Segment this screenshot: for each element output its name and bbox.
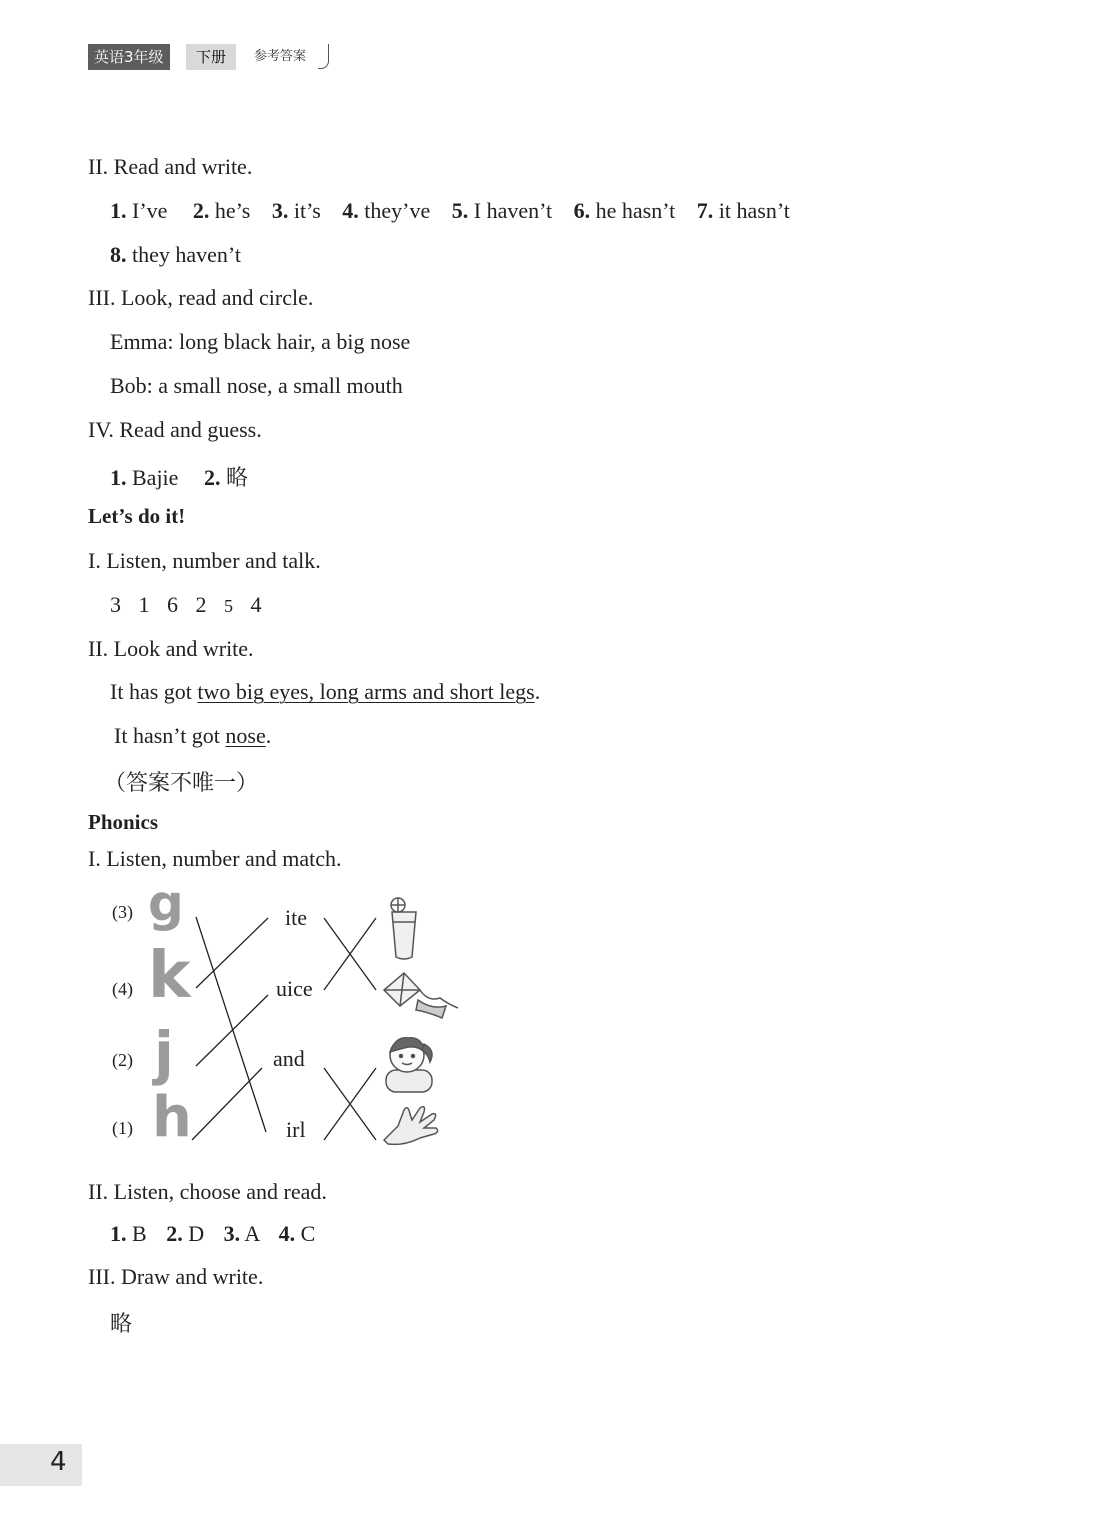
item-number: 6. xyxy=(573,198,591,223)
item-number: 2. xyxy=(203,465,221,490)
word-ending: uice xyxy=(276,976,313,1001)
answer-row xyxy=(110,1221,315,1247)
header-label: 参考答案 xyxy=(254,49,307,64)
answer-line: Bob: a small nose, a small mouth xyxy=(110,373,403,398)
sequence-number: 2 xyxy=(195,592,207,617)
sequence-number: 4 xyxy=(250,592,262,617)
item-answer: C xyxy=(300,1221,316,1246)
row-number: (4) xyxy=(112,979,133,999)
section-heading: I. Listen, number and talk. xyxy=(88,548,321,573)
sentence-suffix: . xyxy=(534,679,541,704)
section-heading: I. Listen, number and match. xyxy=(88,846,342,871)
item-answer: I’ve xyxy=(132,198,168,223)
item-number: 1. xyxy=(110,1221,127,1246)
section-heading: III. Draw and write. xyxy=(88,1264,264,1289)
sequence-number: 3 xyxy=(110,592,121,617)
item-answer: I haven’t xyxy=(473,198,553,223)
item-answer: he hasn’t xyxy=(595,198,676,223)
item-number: 2. xyxy=(166,1221,183,1246)
item-answer: B xyxy=(132,1221,147,1246)
underlined-answer: two big eyes, long arms and short legs xyxy=(197,679,535,704)
item-number: 1. xyxy=(110,465,127,490)
item-number: 4. xyxy=(278,1221,296,1246)
item-answer: A xyxy=(244,1221,260,1246)
item-number: 1. xyxy=(110,198,127,223)
sentence-suffix: . xyxy=(265,723,272,748)
item-answer: they’ve xyxy=(364,198,431,223)
item-number: 4. xyxy=(342,198,359,223)
item-number: 7. xyxy=(696,198,714,223)
kite-icon xyxy=(384,973,458,1018)
letter-h: h xyxy=(152,1085,192,1150)
header-subject-grade: 英语3年级 xyxy=(88,44,170,70)
item-answer: 略 xyxy=(225,465,248,490)
item-answer: he’s xyxy=(214,198,251,223)
item-answer: they haven’t xyxy=(132,242,241,267)
phonics-heading: Phonics xyxy=(88,810,159,834)
letter-j: j xyxy=(154,1019,174,1087)
word-ending: irl xyxy=(286,1117,306,1142)
row-number: (1) xyxy=(112,1118,133,1138)
page-number-box xyxy=(0,1444,82,1486)
answer-line: 略 xyxy=(110,1311,133,1336)
match-lines-right xyxy=(324,918,376,1140)
answer-line: Emma: long black hair, a big nose xyxy=(110,329,411,354)
sentence-prefix: It has got xyxy=(110,679,198,704)
girl-icon xyxy=(386,1038,432,1092)
item-answer: it hasn’t xyxy=(718,198,790,223)
item-number: 3. xyxy=(271,198,289,223)
word-ending: ite xyxy=(285,905,307,930)
sequence-number: 5 xyxy=(224,596,233,616)
section-heading: II. Look and write. xyxy=(88,636,254,661)
word-ending: and xyxy=(273,1046,305,1071)
sentence-prefix: It hasn’t got xyxy=(114,723,226,748)
item-number: 3. xyxy=(223,1221,241,1246)
letter-g: g xyxy=(148,874,184,932)
item-number: 8. xyxy=(110,242,127,267)
row-number: (3) xyxy=(112,902,133,922)
hand-icon xyxy=(384,1107,438,1145)
sequence-number: 1 xyxy=(138,592,150,617)
match-lines-left xyxy=(192,917,268,1140)
item-number: 5. xyxy=(451,198,469,223)
header-volume: 下册 xyxy=(186,44,236,70)
page-number: 4 xyxy=(50,1447,67,1477)
item-answer: Bajie xyxy=(132,465,179,490)
answer-note: （答案不唯一） xyxy=(104,770,259,795)
item-answer: D xyxy=(188,1221,205,1246)
item-number: 2. xyxy=(192,198,210,223)
item-answer: it’s xyxy=(293,198,321,223)
section-heading: III. Look, read and circle. xyxy=(88,285,314,310)
underlined-answer: nose xyxy=(225,723,266,748)
section-heading: IV. Read and guess. xyxy=(88,417,262,442)
letter-k: k xyxy=(148,939,191,1013)
lets-do-it-heading: Let’s do it! xyxy=(88,504,186,528)
juice-glass-icon xyxy=(391,898,416,959)
section-heading: II. Listen, choose and read. xyxy=(88,1179,327,1204)
sequence-number: 6 xyxy=(167,592,178,617)
section-heading: II. Read and write. xyxy=(88,154,253,179)
row-number: (2) xyxy=(112,1050,133,1070)
